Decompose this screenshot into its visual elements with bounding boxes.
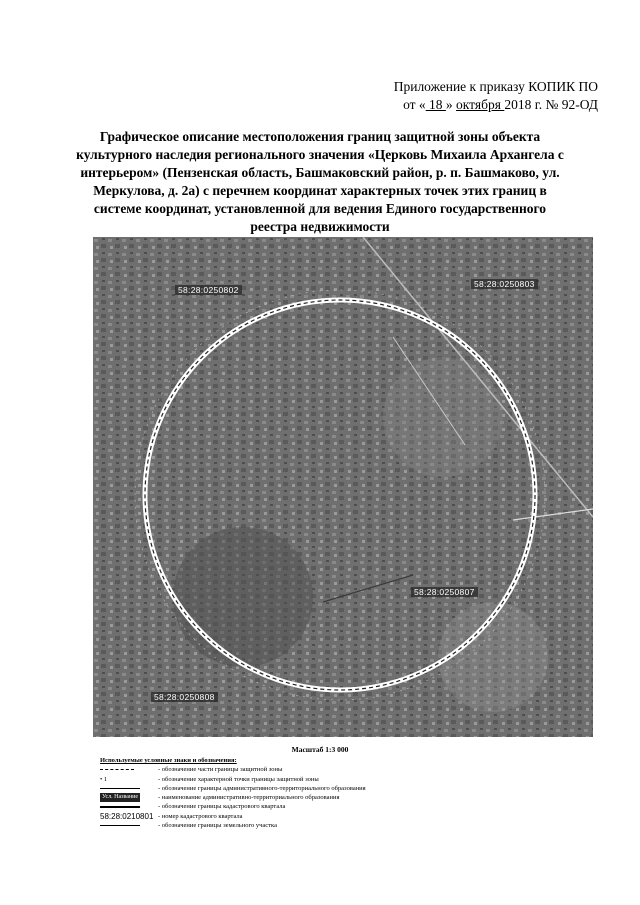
legend-item [100, 793, 560, 802]
legend-symbol-admin-line [100, 788, 158, 789]
legend-text: - обозначение границы административного-территориального образования [158, 784, 366, 792]
legend-admin-name-sample: Усл. Название [100, 793, 140, 802]
map-scale: Масштаб 1:3 000 [291, 745, 349, 754]
date-month: октября [456, 97, 505, 112]
appendix-line-2 [394, 96, 598, 114]
map-image [93, 237, 593, 737]
legend-quarter-number-sample: 58:28:0210801 [100, 811, 154, 821]
date-day: 18 [425, 97, 446, 112]
legend-symbol-dashed-line [100, 769, 158, 770]
legend-text: - наименование административно-территориального образования [158, 794, 340, 802]
legend-text: - номер кадастрового квартала [158, 812, 243, 820]
appendix-header [394, 78, 598, 114]
legend-symbol-point [100, 775, 158, 784]
legend-text: - обозначение части границы защитной зоны [158, 766, 283, 774]
legend-symbol-quarter-number [100, 812, 158, 821]
legend-item [100, 821, 560, 830]
cadastral-label: 58:28:0250808 [151, 692, 218, 702]
legend-text: - обозначение границы кадастрового квартала [158, 803, 286, 811]
legend-text: - обозначение характерной точки границы защитной зоны [158, 775, 319, 783]
legend-point-label: • 1 [100, 775, 108, 783]
cadastral-label: 58:28:0250802 [175, 285, 242, 295]
legend-item [100, 775, 560, 784]
date-mid: » [445, 97, 457, 112]
document-title: Графическое описание местоположения границ защитной зоны объекта культурного наследия регионального значения «Церковь Михаила Архангела с интерьером» (Пензенская область, Башмаковский район, р. п. Башмаково, ул. Меркулова, д. 2а) с перечнем координат характерных точек этих границ в системе координат, установленной для ведения Единого государственного реестра недвижимости [76, 129, 564, 234]
date-suffix: 2018 г. № 92-ОД [504, 97, 598, 112]
cadastral-label: 58:28:0250803 [471, 279, 538, 289]
legend-item [100, 765, 560, 774]
legend-title: Используемые условные знаки и обозначения: [100, 757, 237, 764]
legend-text: - обозначение границы земельного участка [158, 822, 277, 830]
legend-item [100, 812, 560, 821]
legend-symbol-parcel-line [100, 825, 158, 826]
legend-item [100, 784, 560, 793]
date-prefix: от « [403, 97, 426, 112]
legend-symbol-quarter-line [100, 806, 158, 808]
legend [100, 756, 560, 830]
map-drawing [93, 237, 593, 737]
dark-area [173, 527, 313, 667]
cadastral-label: 58:28:0250807 [411, 587, 478, 597]
appendix-line-1: Приложение к приказу КОПИК ПО [393, 79, 598, 94]
legend-symbol-admin-name [100, 793, 158, 802]
light-area [383, 357, 503, 477]
legend-item [100, 802, 560, 811]
